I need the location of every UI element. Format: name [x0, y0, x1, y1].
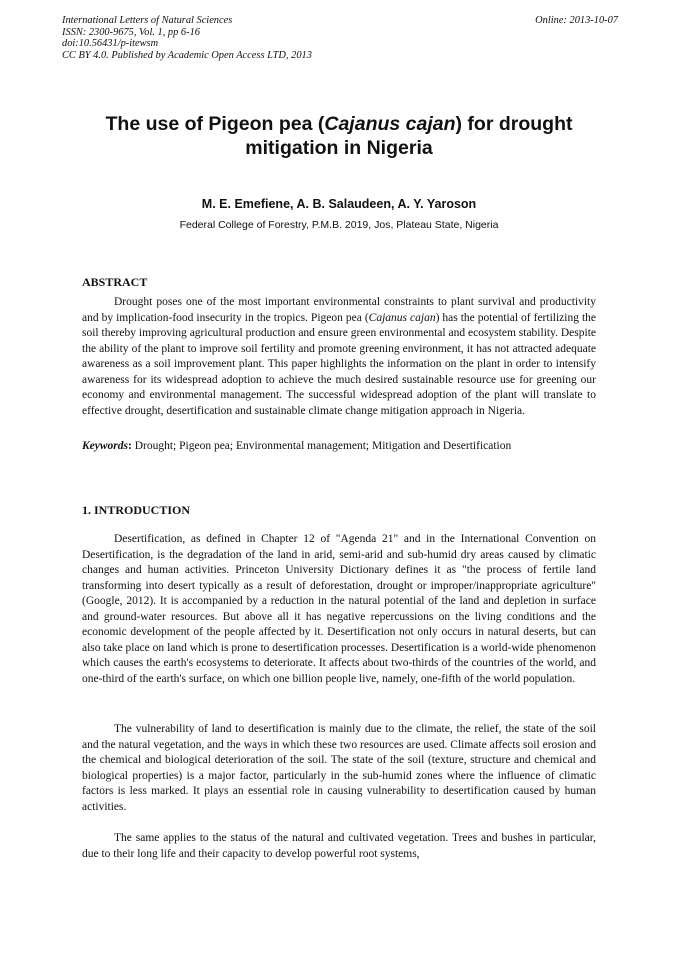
abstract-species: Cajanus cajan [368, 311, 436, 324]
author-list: M. E. Emefiene, A. B. Salaudeen, A. Y. Yaroson [201, 197, 477, 211]
title-part-2: ) for drought mitigation in Nigeria [245, 113, 573, 159]
abstract-part-2: ) has the potential of fertilizing the soil thereby improving agricultural production and ensure green environmental and ecosystem stability. Despite the ability of the plant to improve soil fertility and promote greening environment, it has not attracted adequate awareness as a soil improvement plant. This paper highlights the information on the plant in order to intensify awareness for its widespread adoption to achieve the much desired sustainable resource use for greening our economy and environmental management. The successful widespread adoption of the plant will translate to effective drought, desertification and sustainable climate change mitigation approach in Nigeria. [82, 311, 597, 417]
title-part-1: The use of Pigeon pea ( [105, 113, 325, 135]
journal-header [62, 15, 618, 61]
online-date: Online: 2013-10-07 [535, 15, 618, 26]
abstract-part-1: Drought poses one of the most important environmental constraints to plant survival and productivity and by implication-food insecurity in the tropics. Pigeon pea ( [82, 296, 596, 324]
paper-title [60, 112, 618, 160]
intro-paragraph-1 [82, 532, 596, 687]
intro-paragraph-3 [82, 831, 596, 862]
issn-line: ISSN: 2300-9675, Vol. 1, pp 6-16 [62, 26, 200, 38]
introduction-heading: 1. INTRODUCTION [82, 503, 191, 517]
abstract-heading: ABSTRACT [82, 275, 148, 289]
keywords [82, 439, 596, 455]
keywords-text: Drought; Pigeon pea; Environmental management; Mitigation and Desertification [134, 440, 512, 452]
license-line: CC BY 4.0. Published by Academic Open Access LTD, 2013 [62, 49, 312, 61]
intro-paragraph-1-text: Desertification, as defined in Chapter 12 of "Agenda 21" and in the International Convention on Desertification, is the degradation of the land in arid, semi-arid and sub-humid dry areas caused by climatic changes and human activities. Princeton University Dictionary defines it as "the process of fertile land transforming into desert typically as a result of deforestation, drought or improper/inappropriate agriculture" (Google, 2012). It is accompanied by a reduction in the natural potential of the land and depletion in surface and ground-water resources. But above all it has negative repercussions on the living conditions and the economic development of the people affected by it. Desertification not only occurs in natural deserts, but can also take place on land which is prone to desertification processes. Desertification is a world-wide phenomenon which causes the earth's ecosystems to deteriorate. It affects about two-thirds of the countries of the world, and one-third of the earth's surface, on which one billion people live, namely, one-fifth of the world population. [82, 533, 596, 685]
affiliation: Federal College of Forestry, P.M.B. 2019, Jos, Plateau State, Nigeria [179, 219, 499, 231]
keywords-separator: : [128, 440, 132, 452]
doi-line: doi:10.56431/p-itewsm [62, 38, 159, 50]
intro-paragraph-2 [82, 722, 596, 815]
keywords-label: Keywords [82, 440, 128, 452]
title-species: Cajanus cajan [324, 113, 456, 135]
journal-name: International Letters of Natural Sciences [62, 15, 233, 26]
abstract-text [82, 295, 596, 419]
intro-paragraph-2-text: The vulnerability of land to desertification is mainly due to the climate, the relief, the state of the soil and the natural vegetation, and the ways in which these two resources are used. Climate affects soil erosion and the chemical and biological deterioration of the soil. The state of the soil (texture, structure and chemical and biological properties) is a major factor, particularly in the sub-humid zones where the influence of climatic factors is less marked. It plays an essential role in causing vulnerability to desertification caused by human activities. [82, 723, 596, 813]
intro-paragraph-3-text: The same applies to the status of the natural and cultivated vegetation. Trees and bushes in particular, due to their long life and their capacity to develop powerful root systems, [82, 832, 596, 860]
